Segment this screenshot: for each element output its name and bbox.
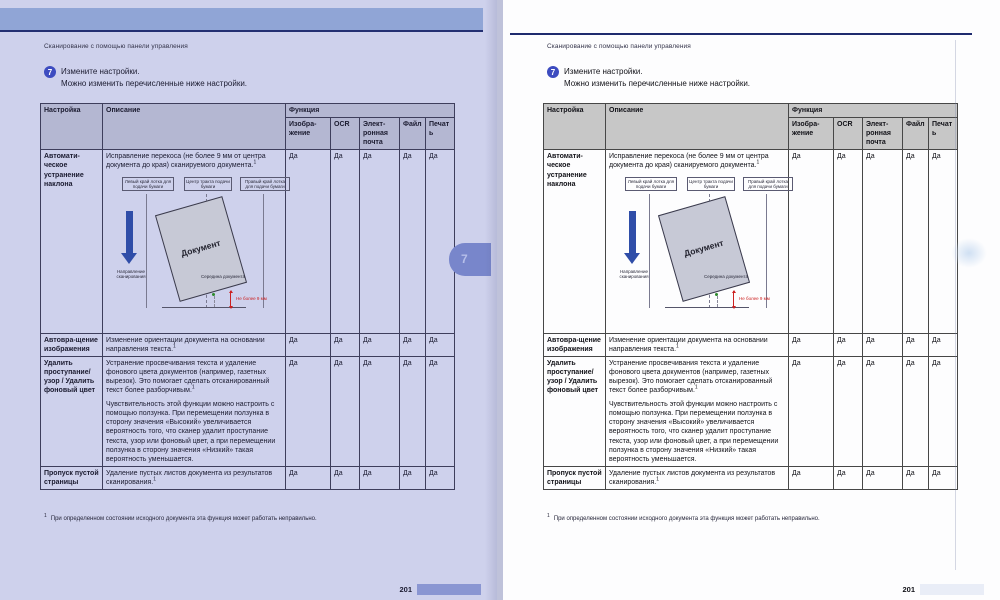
value-cell: Да <box>863 333 903 356</box>
col-print: Печать <box>426 118 455 150</box>
value-cell: Да <box>400 150 426 333</box>
value-cell: Да <box>789 356 834 466</box>
page-left <box>0 0 497 600</box>
skew-diagram <box>108 177 288 329</box>
table-row-auto-deskew <box>41 150 455 333</box>
footnote: $^1$ При определенном состоянии исходного документа эта функция может работать неправильно. <box>547 513 820 522</box>
scan-direction-label: Направление сканирования <box>619 268 649 279</box>
value-cell: Да <box>903 333 929 356</box>
value-cell: Да <box>789 466 834 489</box>
baseline <box>665 307 749 308</box>
setting-cell: Автомати-ческое устранение наклона <box>41 150 103 333</box>
value-cell: Да <box>426 356 455 466</box>
value-cell: Да <box>331 333 360 356</box>
right-tray-edge-label: Правый край лотка для подачи бумаги <box>743 177 793 191</box>
table-row-auto-rotate <box>544 333 958 356</box>
description-cell: Удаление пустых листов документа из результатов сканирования.$^1$ <box>606 466 789 489</box>
value-cell: Да <box>331 356 360 466</box>
value-cell: Да <box>286 466 331 489</box>
table-row-remove-bleed <box>41 356 455 466</box>
value-cell: Да <box>789 333 834 356</box>
step-7 <box>44 66 247 89</box>
col-file: Файл <box>400 118 426 150</box>
value-cell: Да <box>863 150 903 333</box>
value-cell: Да <box>426 466 455 489</box>
setting-cell: Пропуск пустой страницы <box>544 466 606 489</box>
setting-cell: Удалить проступание/ узор / Удалить фоновый цвет <box>41 356 103 466</box>
col-description: Описание <box>606 104 789 150</box>
description-cell: Удаление пустых листов документа из результатов сканирования.$^1$ <box>103 466 286 489</box>
value-cell: Да <box>834 333 863 356</box>
value-cell: Да <box>863 466 903 489</box>
value-cell: Да <box>789 150 834 333</box>
page-right <box>503 0 1000 600</box>
description-cell: Исправление перекоса (не более 9 мм от центра документа до края) сканируемого документа.$^1$ Левый край лотка для подачи бумаги Центр тракта подачи бумаги Правый край лотка для подачи бумаги Документ Направление сканирования Середина документа Не более 9 мм <box>606 150 789 333</box>
step-number-badge: 7 <box>547 66 559 78</box>
col-print: Печать <box>929 118 958 150</box>
step-number-badge: 7 <box>44 66 56 78</box>
page-footer <box>399 584 481 595</box>
offset-drop-line <box>214 296 215 307</box>
page-number-bar <box>417 584 481 595</box>
settings-table <box>543 103 958 490</box>
value-cell: Да <box>286 150 331 333</box>
value-cell: Да <box>360 356 400 466</box>
right-tray-edge-label: Правый край лотка для подачи бумаги <box>240 177 290 191</box>
table-row-auto-rotate <box>41 333 455 356</box>
washed-tab-artifact <box>951 238 987 268</box>
col-setting: Настройка <box>41 104 103 150</box>
header-band <box>0 8 483 32</box>
page-edge-line <box>955 40 956 570</box>
skew-diagram <box>611 177 791 329</box>
value-cell: Да <box>929 150 958 333</box>
footnote-marker: 1 <box>44 513 47 519</box>
description-cell: Устранение просвечивания текста и удаление фонового цвета документов (например, газетных вырезок). Это помогает сделать отсканированный текст более разборчивым.$^1$ Чувствительность этой функции можно настроить с помощью ползунка. При перемещении ползунка в сторону значения «Высокий» увеличивается вероятность того, что сканер удалит проступание текста, узор или фоновый цвет, а при перемещении ползунка в сторону значения «Низкий» такая вероятность уменьшается. <box>103 356 286 466</box>
value-cell: Да <box>360 333 400 356</box>
footnote-marker: 1 <box>547 513 550 519</box>
value-cell: Да <box>331 466 360 489</box>
description-cell: Исправление перекоса (не более 9 мм от центра документа до края) сканируемого документа.$^1$ Левый край лотка для подачи бумаги Центр тракта подачи бумаги Правый край лотка для подачи бумаги Документ Направление сканирования Середина документа Не более 9 мм <box>103 150 286 333</box>
setting-cell: Удалить проступание/ узор / Удалить фоновый цвет <box>544 356 606 466</box>
setting-cell: Автовра-щение изображения <box>41 333 103 356</box>
right-tray-edge-line <box>766 194 767 308</box>
document-middle-label: Середина документа <box>704 273 748 279</box>
footnote: $^1$ При определенном состоянии исходного документа эта функция может работать неправильно. <box>44 513 317 522</box>
scan-direction-arrow-icon <box>629 211 636 253</box>
step-title: Измените настройки. <box>564 67 643 76</box>
value-cell: Да <box>903 150 929 333</box>
value-cell: Да <box>331 150 360 333</box>
value-cell: Да <box>929 356 958 466</box>
page-footer <box>902 584 984 595</box>
description-cell: Изменение ориентации документа на основании направления текста.$^1$ <box>606 333 789 356</box>
left-tray-edge-line <box>146 194 147 308</box>
max-offset-label: Не более 9 мм <box>236 295 267 301</box>
setting-cell: Автомати-ческое устранение наклона <box>544 150 606 333</box>
value-cell: Да <box>400 356 426 466</box>
value-cell: Да <box>834 356 863 466</box>
header-rule <box>510 33 972 35</box>
col-function-group: Функция <box>286 104 455 118</box>
value-cell: Да <box>286 333 331 356</box>
col-description: Описание <box>103 104 286 150</box>
value-cell: Да <box>834 150 863 333</box>
value-cell: Да <box>834 466 863 489</box>
scan-direction-arrowhead-icon <box>121 253 137 264</box>
left-tray-edge-label: Левый край лотка для подачи бумаги <box>122 177 174 191</box>
settings-table <box>40 103 455 490</box>
value-cell: Да <box>360 150 400 333</box>
description-cell: Изменение ориентации документа на основании направления текста.$^1$ <box>103 333 286 356</box>
page-number: 201 <box>902 585 915 594</box>
tilted-document: Документ <box>658 196 750 302</box>
setting-cell: Пропуск пустой страницы <box>41 466 103 489</box>
table-row-skip-blank <box>544 466 958 489</box>
step-7 <box>547 66 750 89</box>
value-cell: Да <box>903 466 929 489</box>
value-cell: Да <box>426 333 455 356</box>
right-tray-edge-line <box>263 194 264 308</box>
step-subtitle: Можно изменить перечисленные ниже настройки. <box>61 78 248 88</box>
running-header: Сканирование с помощью панели управления <box>44 43 188 50</box>
paper-path-center-label: Центр тракта подачи бумаги <box>687 177 735 191</box>
col-file: Файл <box>903 118 929 150</box>
chapter-tab: 7 <box>449 243 491 276</box>
step-subtitle: Можно изменить перечисленные ниже настройки. <box>564 78 751 88</box>
col-ocr: OCR <box>834 118 863 150</box>
value-cell: Да <box>286 356 331 466</box>
scan-direction-label: Направление сканирования <box>116 268 146 279</box>
max-offset-label: Не более 9 мм <box>739 295 770 301</box>
col-email: Элект-ронная почта <box>360 118 400 150</box>
table-row-auto-deskew <box>544 150 958 333</box>
scan-direction-arrowhead-icon <box>624 253 640 264</box>
value-cell: Да <box>400 333 426 356</box>
left-tray-edge-label: Левый край лотка для подачи бумаги <box>625 177 677 191</box>
table-row-skip-blank <box>41 466 455 489</box>
step-title: Измените настройки. <box>61 67 140 76</box>
tilted-document: Документ <box>155 196 247 302</box>
col-ocr: OCR <box>331 118 360 150</box>
value-cell: Да <box>360 466 400 489</box>
col-setting: Настройка <box>544 104 606 150</box>
offset-drop-line <box>717 296 718 307</box>
col-image: Изобра-жение <box>789 118 834 150</box>
description-cell: Устранение просвечивания текста и удаление фонового цвета документов (например, газетных вырезок). Это помогает сделать отсканированный текст более разборчивым.$^1$ Чувствительность этой функции можно настроить с помощью ползунка. При перемещении ползунка в сторону значения «Высокий» увеличивается вероятность того, что сканер удалит проступание текста, узор или фоновый цвет, а при перемещении ползунка в сторону значения «Низкий» такая вероятность уменьшается. <box>606 356 789 466</box>
paper-path-center-label: Центр тракта подачи бумаги <box>184 177 232 191</box>
value-cell: Да <box>903 356 929 466</box>
col-image: Изобра-жение <box>286 118 331 150</box>
baseline <box>162 307 246 308</box>
value-cell: Да <box>863 356 903 466</box>
value-cell: Да <box>929 466 958 489</box>
page-number: 201 <box>399 585 412 594</box>
value-cell: Да <box>400 466 426 489</box>
document-middle-label: Середина документа <box>201 273 245 279</box>
left-tray-edge-line <box>649 194 650 308</box>
col-email: Элект-ронная почта <box>863 118 903 150</box>
max-offset-measure <box>733 291 734 308</box>
value-cell: Да <box>929 333 958 356</box>
page-number-bar <box>920 584 984 595</box>
max-offset-measure <box>230 291 231 308</box>
scan-direction-arrow-icon <box>126 211 133 253</box>
table-row-remove-bleed <box>544 356 958 466</box>
col-function-group: Функция <box>789 104 958 118</box>
value-cell: Да <box>426 150 455 333</box>
setting-cell: Автовра-щение изображения <box>544 333 606 356</box>
running-header: Сканирование с помощью панели управления <box>547 43 691 50</box>
